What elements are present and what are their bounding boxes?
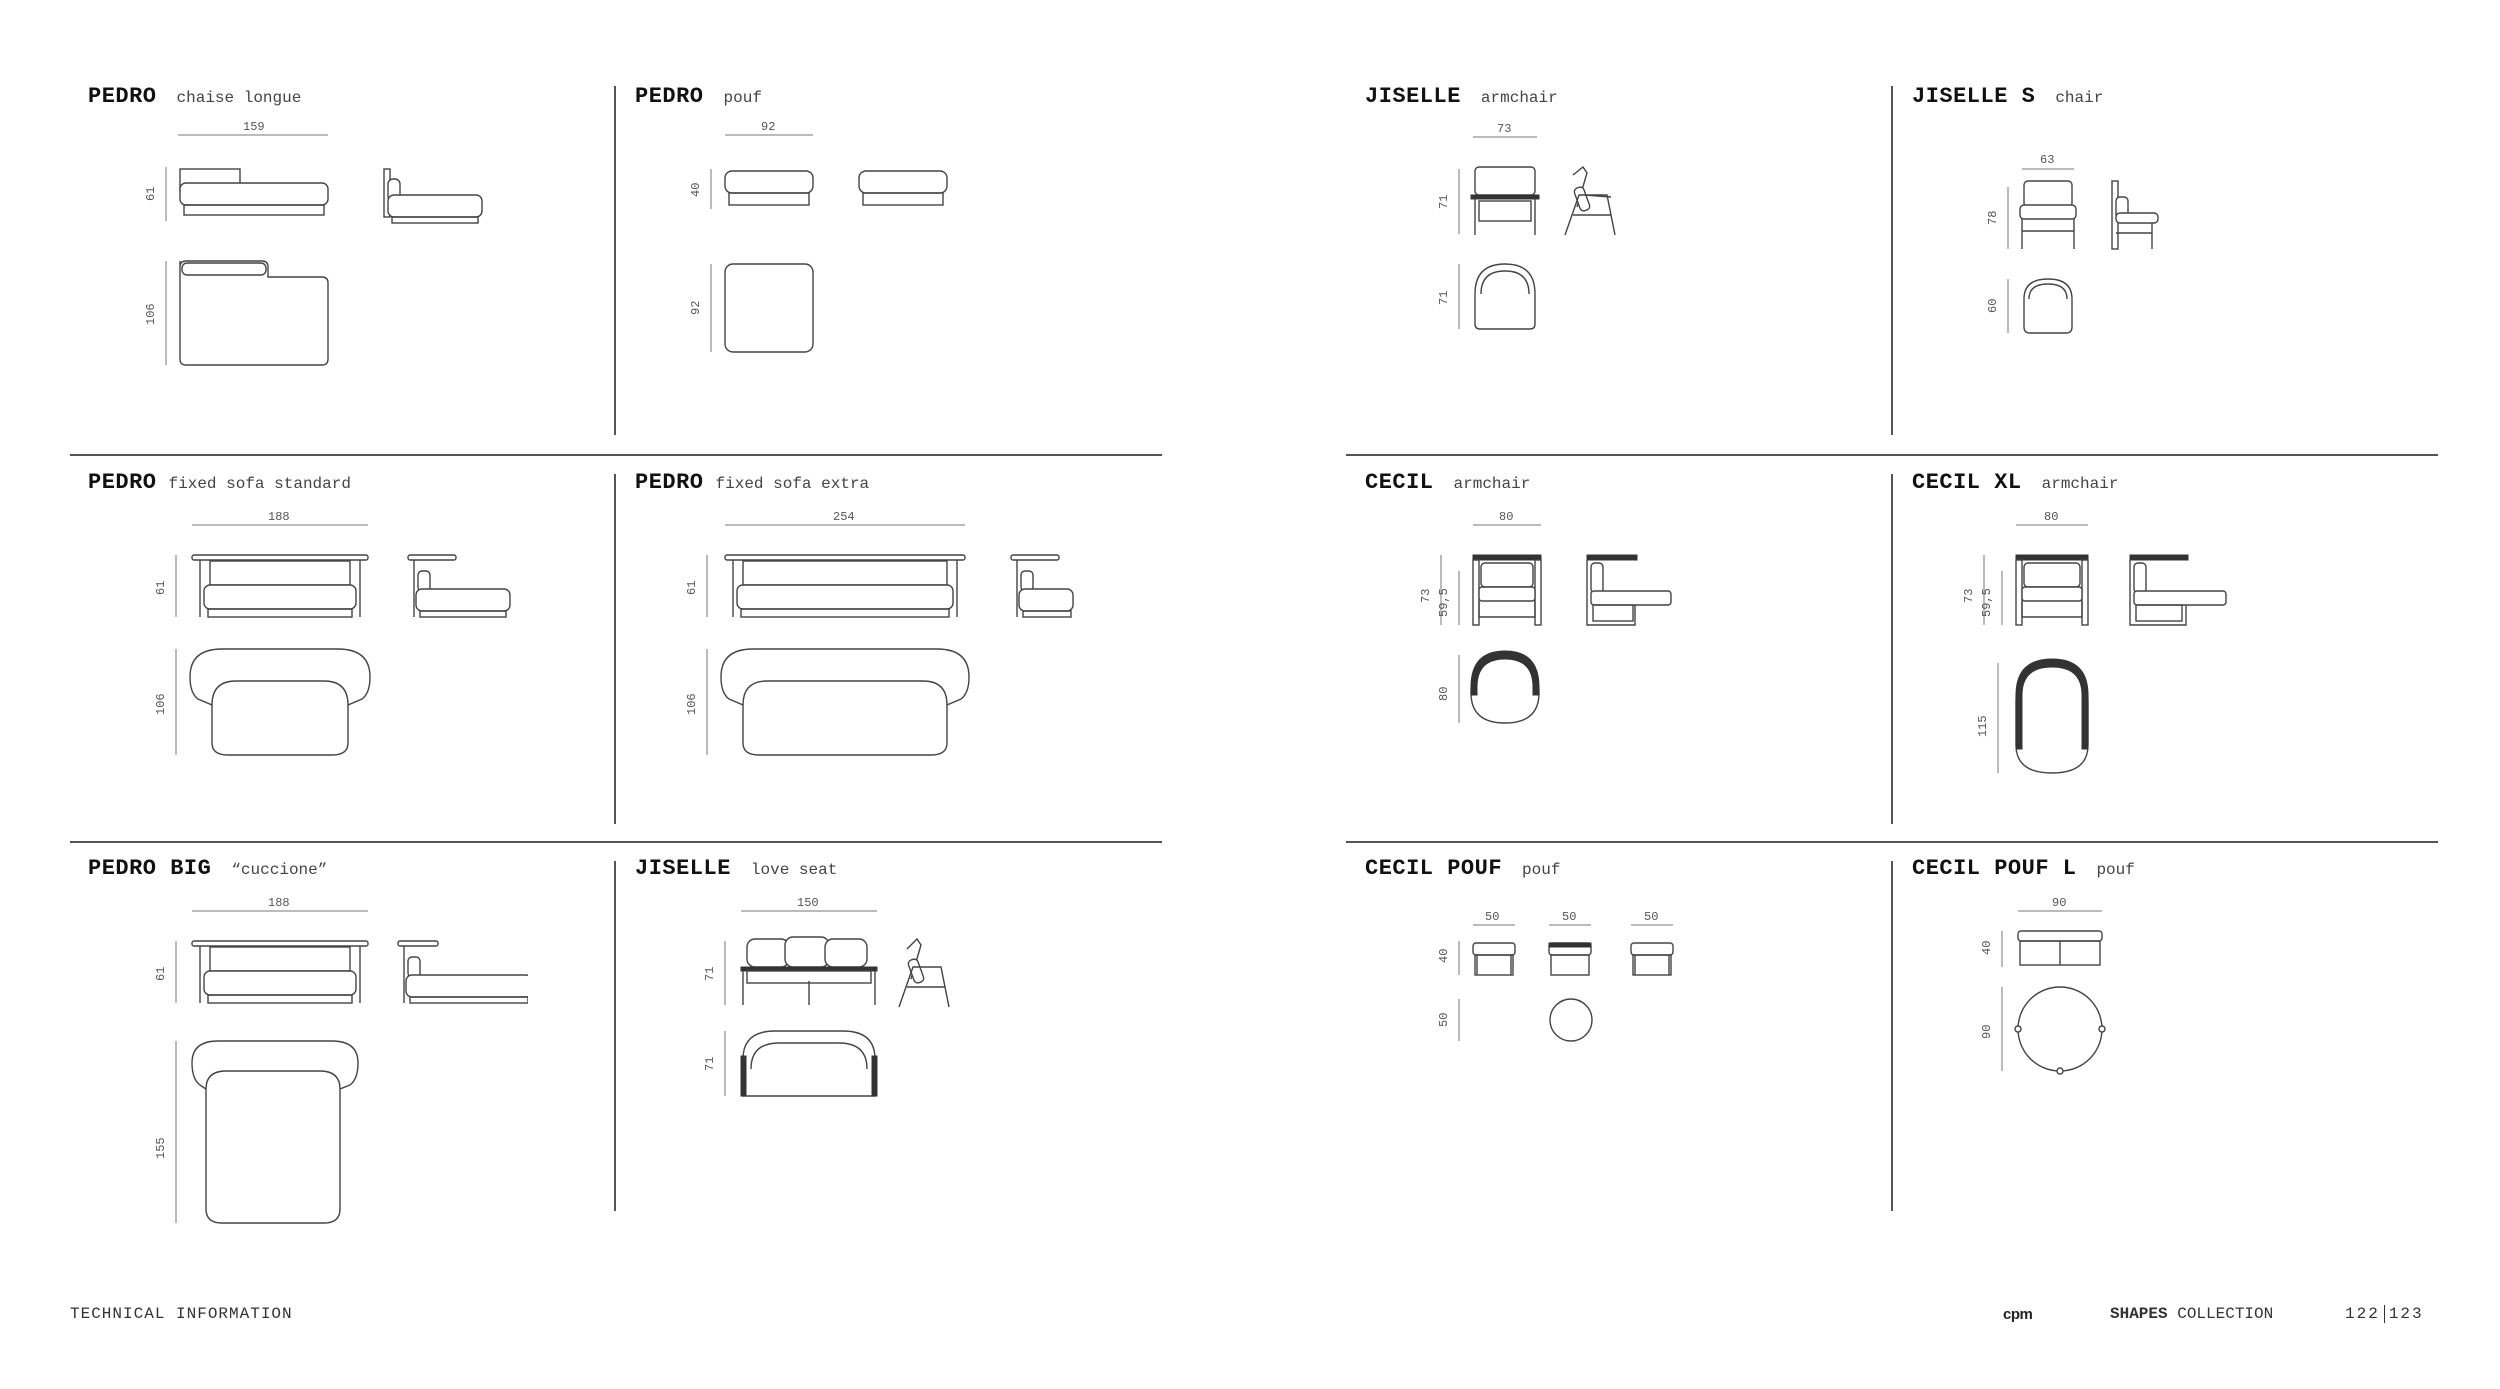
svg-text:71: 71 xyxy=(703,1056,717,1071)
product-jiselle-love-seat xyxy=(635,856,1155,1241)
svg-text:71: 71 xyxy=(703,966,717,981)
product-type: fixed sofa extra xyxy=(715,475,870,493)
svg-text:50: 50 xyxy=(1485,910,1500,924)
product-type: pouf xyxy=(2096,861,2135,879)
page-number-right: 123 xyxy=(2388,1305,2424,1324)
product-type: pouf xyxy=(1522,861,1561,879)
product-name: PEDRO BIG xyxy=(88,856,212,881)
cecil-xl-armchair-drawing xyxy=(1912,505,2352,845)
svg-text:73: 73 xyxy=(1419,588,1433,603)
svg-text:61: 61 xyxy=(154,580,168,595)
product-name: CECIL XL xyxy=(1912,470,2022,495)
column-divider-left-row-1 xyxy=(614,86,616,435)
product-name: CECIL POUF xyxy=(1365,856,1503,881)
jiselle-love-seat-drawing xyxy=(635,891,1075,1231)
product-type: armchair xyxy=(1453,475,1531,493)
product-name: PEDRO xyxy=(635,470,704,495)
product-name: PEDRO xyxy=(88,84,157,109)
cecil-pouf-l-drawing xyxy=(1912,891,2352,1231)
pedro-fixed-sofa-extra-drawing xyxy=(635,505,1075,845)
svg-text:188: 188 xyxy=(268,510,290,524)
collection-name: SHAPES xyxy=(2110,1305,2168,1323)
svg-text:73: 73 xyxy=(1497,122,1512,136)
svg-text:90: 90 xyxy=(1980,1024,1994,1039)
svg-text:61: 61 xyxy=(685,580,699,595)
cecil-pouf-drawing xyxy=(1365,891,1805,1231)
product-name: JISELLE xyxy=(635,856,731,881)
svg-text:71: 71 xyxy=(1437,290,1451,305)
svg-text:59,5: 59,5 xyxy=(1437,588,1451,617)
product-type: chaise longue xyxy=(176,89,302,107)
svg-text:92: 92 xyxy=(761,120,776,134)
svg-text:73: 73 xyxy=(1962,588,1976,603)
page-number-left: 122 xyxy=(2345,1305,2380,1324)
jiselle-s-chair-drawing xyxy=(1912,119,2352,459)
svg-text:61: 61 xyxy=(144,186,158,201)
product-pedro-fixed-sofa-standard xyxy=(88,470,608,855)
product-pedro-fixed-sofa-extra xyxy=(635,470,1155,855)
svg-text:50: 50 xyxy=(1562,910,1577,924)
product-pedro-pouf xyxy=(635,84,1155,469)
product-cecil-pouf xyxy=(1365,856,1885,1241)
product-name: CECIL xyxy=(1365,470,1434,495)
svg-text:71: 71 xyxy=(1437,194,1451,209)
column-divider-right-row-3 xyxy=(1891,861,1893,1211)
product-name: PEDRO xyxy=(635,84,704,109)
product-type: love seat xyxy=(750,861,838,879)
svg-text:50: 50 xyxy=(1437,1012,1451,1027)
svg-text:80: 80 xyxy=(2044,510,2059,524)
svg-text:50: 50 xyxy=(1644,910,1659,924)
collection-label xyxy=(2110,1305,2273,1323)
product-name: CECIL POUF L xyxy=(1912,856,2077,881)
product-name: PEDRO xyxy=(88,470,157,495)
product-cecil-xl-armchair xyxy=(1912,470,2432,855)
product-cecil-armchair xyxy=(1365,470,1885,855)
column-divider-left-row-3 xyxy=(614,861,616,1211)
svg-text:106: 106 xyxy=(685,693,699,715)
jiselle-armchair-drawing xyxy=(1365,119,1805,459)
page-numbers xyxy=(2345,1305,2424,1323)
column-divider-right-row-1 xyxy=(1891,86,1893,435)
svg-text:80: 80 xyxy=(1499,510,1514,524)
svg-text:61: 61 xyxy=(154,966,168,981)
pedro-pouf-drawing xyxy=(635,119,1075,459)
pedro-big-cuccione-drawing xyxy=(88,891,528,1251)
product-pedro-chaise-longue xyxy=(88,84,608,469)
svg-text:106: 106 xyxy=(144,303,158,325)
cecil-armchair-drawing xyxy=(1365,505,1805,845)
svg-text:40: 40 xyxy=(689,182,703,197)
svg-text:150: 150 xyxy=(797,896,819,910)
product-jiselle-s-chair xyxy=(1912,84,2432,469)
product-type: pouf xyxy=(723,89,762,107)
svg-text:92: 92 xyxy=(689,300,703,315)
svg-text:80: 80 xyxy=(1437,686,1451,701)
product-type: “cuccione” xyxy=(231,861,328,879)
product-name: JISELLE S xyxy=(1912,84,2036,109)
product-pedro-big-cuccione xyxy=(88,856,608,1241)
svg-text:78: 78 xyxy=(1986,210,2000,225)
svg-text:155: 155 xyxy=(154,1137,168,1159)
svg-text:115: 115 xyxy=(1976,715,1990,737)
product-type: armchair xyxy=(1480,89,1558,107)
svg-text:90: 90 xyxy=(2052,896,2067,910)
svg-text:40: 40 xyxy=(1980,940,1994,955)
product-type: armchair xyxy=(2041,475,2119,493)
section-label: TECHNICAL INFORMATION xyxy=(70,1305,293,1323)
column-divider-left-row-2 xyxy=(614,474,616,824)
svg-text:59,5: 59,5 xyxy=(1980,588,1994,617)
product-cecil-pouf-l xyxy=(1912,856,2432,1241)
svg-text:106: 106 xyxy=(154,693,168,715)
pedro-fixed-sofa-standard-drawing xyxy=(88,505,528,845)
pedro-chaise-longue-drawing xyxy=(88,119,528,459)
svg-text:254: 254 xyxy=(833,510,855,524)
svg-text:60: 60 xyxy=(1986,298,2000,313)
product-name: JISELLE xyxy=(1365,84,1461,109)
product-type: fixed sofa standard xyxy=(168,475,351,493)
page-separator xyxy=(2384,1305,2385,1323)
product-type: chair xyxy=(2055,89,2104,107)
collection-suffix: COLLECTION xyxy=(2177,1305,2274,1323)
column-divider-right-row-2 xyxy=(1891,474,1893,824)
svg-text:40: 40 xyxy=(1437,948,1451,963)
product-jiselle-armchair xyxy=(1365,84,1885,469)
svg-text:159: 159 xyxy=(243,120,265,134)
svg-text:188: 188 xyxy=(268,896,290,910)
svg-text:63: 63 xyxy=(2040,153,2055,167)
cpm-logo: cpm xyxy=(2003,1306,2033,1323)
